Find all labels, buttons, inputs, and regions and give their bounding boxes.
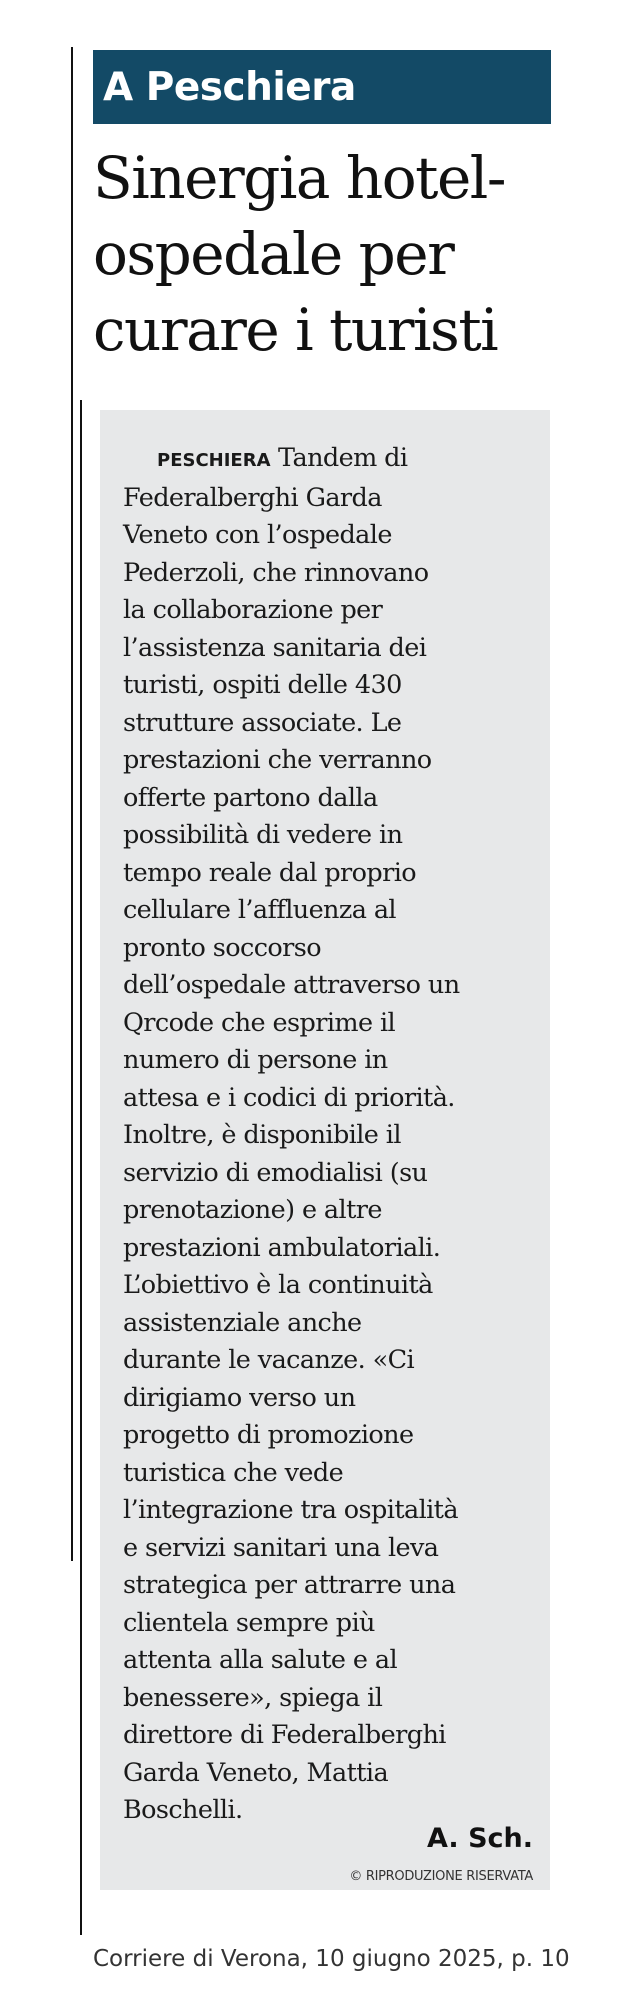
body-line: prestazioni che verranno: [123, 745, 432, 775]
body-line: attenta alla salute e al: [123, 1645, 398, 1675]
body-line: assistenziale anche: [123, 1307, 362, 1338]
dateline: PESCHIERA: [157, 450, 271, 471]
author-signature: A. Sch.: [427, 1823, 533, 1854]
body-line: turisti, ospiti delle 430: [123, 670, 402, 700]
body-line: attesa e i codici di priorità.: [123, 1082, 455, 1113]
body-line: progetto di promozione: [123, 1420, 414, 1450]
body-line: strategica per attrarre una: [123, 1570, 456, 1600]
body-line: dirigiamo verso un: [123, 1382, 356, 1413]
body-line: prenotazione) e altre: [123, 1195, 382, 1225]
article-body: [123, 440, 563, 1830]
body-line-first: [123, 440, 563, 480]
body-line: dell’ospedale attraverso un: [123, 970, 460, 1000]
headline-line: curare i turisti: [93, 296, 498, 364]
body-line: turistica che vede: [123, 1457, 344, 1488]
body-line: Boschelli.: [123, 1795, 243, 1825]
body-line: tempo reale dal proprio: [123, 857, 417, 888]
body-line: offerte partono dalla: [123, 782, 378, 813]
body-line: prestazioni ambulatoriali.: [123, 1232, 441, 1263]
body-line: Garda Veneto, Mattia: [123, 1757, 389, 1788]
kicker-bar: [93, 50, 551, 124]
body-line: numero di persone in: [123, 1045, 388, 1075]
body-line: benessere», spiega il: [123, 1682, 383, 1713]
kicker-label: A Peschiera: [103, 64, 356, 110]
headline-line: ospedale per: [93, 220, 454, 288]
body-line: pronto soccorso: [123, 932, 321, 963]
body-line: l’integrazione tra ospitalità: [123, 1495, 458, 1525]
body-line: Inoltre, è disponibile il: [123, 1120, 401, 1150]
body-line: cellulare l’affluenza al: [123, 895, 396, 925]
body-line: possibilità di vedere in: [123, 820, 403, 850]
body-line-text: Tandem di: [278, 443, 408, 473]
body-line: servizio di emodialisi (su: [123, 1157, 428, 1188]
source-citation: Corriere di Verona, 10 giugno 2025, p. 10: [93, 1946, 570, 1972]
body-line: durante le vacanze. «Ci: [123, 1345, 415, 1375]
copyright-notice: © RIPRODUZIONE RISERVATA: [349, 1869, 533, 1884]
headline: [93, 140, 593, 368]
body-line: Pederzoli, che rinnovano: [123, 557, 429, 588]
body-line: direttore di Federalberghi: [123, 1720, 446, 1750]
body-line: L’obiettivo è la continuità: [123, 1270, 433, 1300]
column-rule-bottom: [80, 400, 82, 1935]
body-line: Veneto con l’ospedale: [123, 520, 392, 550]
body-line: strutture associate. Le: [123, 707, 402, 738]
column-rule-top: [71, 47, 73, 1561]
body-line: Qrcode che esprime il: [123, 1007, 396, 1038]
body-line: l’assistenza sanitaria dei: [123, 632, 427, 663]
body-line: Federalberghi Garda: [123, 482, 382, 513]
body-line: la collaborazione per: [123, 595, 383, 625]
body-line: e servizi sanitari una leva: [123, 1532, 439, 1563]
headline-line: Sinergia hotel-: [93, 144, 505, 212]
body-line: clientela sempre più: [123, 1607, 375, 1638]
